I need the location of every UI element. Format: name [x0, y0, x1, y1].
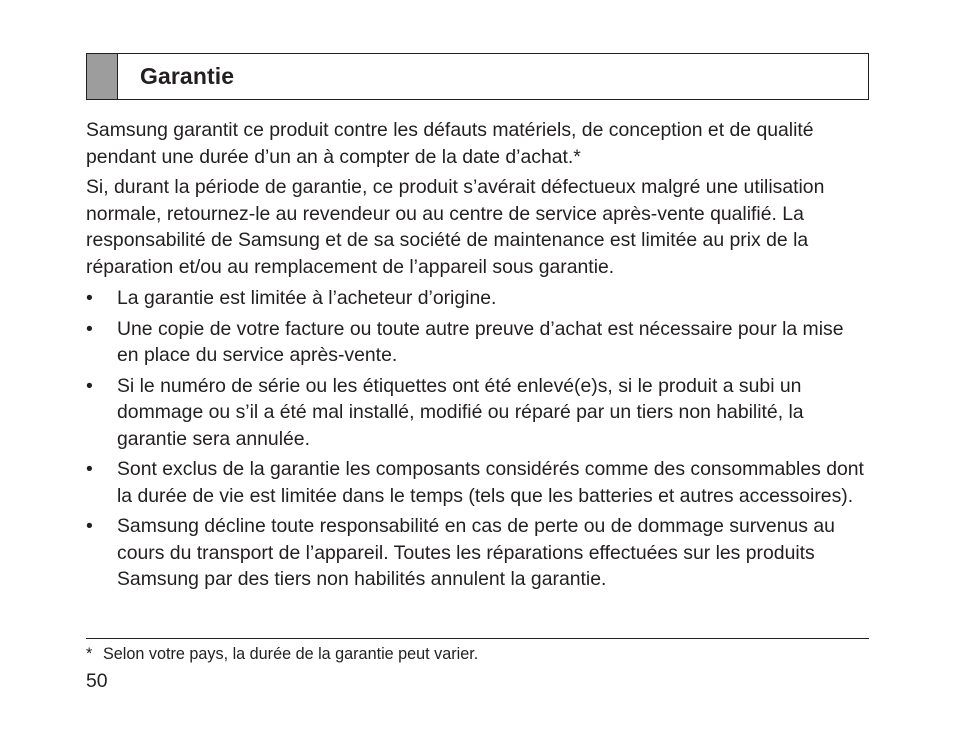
list-item: [86, 285, 869, 312]
footnote-text: Selon votre pays, la durée de la garantie peut varier.: [103, 645, 479, 663]
list-item-text: La garantie est limitée à l’acheteur d’origine.: [117, 287, 497, 309]
section-header: [86, 53, 869, 100]
bullet-mark: •: [86, 287, 93, 309]
footnote-marker: *: [86, 645, 93, 663]
bullet-mark: •: [86, 458, 93, 480]
list-item: [86, 456, 869, 509]
footnote-divider: [86, 638, 869, 639]
list-item: [86, 373, 869, 453]
bullet-mark: •: [86, 374, 93, 397]
list-item-text: Si le numéro de série ou les étiquettes ont été enlevé(e)s, si le produit a subi un dommage ou s’il a été mal installé, modifié ou réparé par un tiers non habilité, la garantie sera annulée.: [117, 374, 804, 450]
header-tab-decoration: [87, 54, 118, 99]
intro-paragraph: Samsung garantit ce produit contre les défauts matériels, de conception et de qualité pendant une durée d’un an à compter de la date d’achat.*: [86, 119, 814, 168]
warranty-conditions-paragraph: Si, durant la période de garantie, ce produit s’avérait défectueux malgré une utilisation normale, retournez-le au revendeur ou au centre de service après-vente qualifié. La responsabilité de Samsung et de sa société de maintenance est limitée au prix de la réparation et/ou au remplacement de l’appareil sous garantie.: [86, 176, 825, 278]
page-number: 50: [86, 670, 108, 692]
list-item-text: Samsung décline toute responsabilité en cas de perte ou de dommage survenus au cours du transport de l’appareil. Toutes les réparations effectuées sur les produits Samsung par des tiers non habilités annulent la garantie.: [117, 515, 835, 590]
list-item-text: Une copie de votre facture ou toute autre preuve d’achat est nécessaire pour la mise en place du service après-vente.: [117, 317, 844, 366]
bullet-mark: •: [86, 515, 93, 537]
bullet-mark: •: [86, 317, 93, 340]
warranty-terms-list: [86, 285, 869, 593]
footnote: [86, 644, 478, 664]
list-item: [86, 513, 869, 593]
page-content: [86, 53, 869, 597]
section-title: Garantie: [140, 63, 235, 89]
list-item: [86, 316, 869, 369]
list-item-text: Sont exclus de la garantie les composants considérés comme des consommables dont la durée de vie est limitée dans le temps (tels que les batteries et autres accessoires).: [117, 458, 864, 507]
